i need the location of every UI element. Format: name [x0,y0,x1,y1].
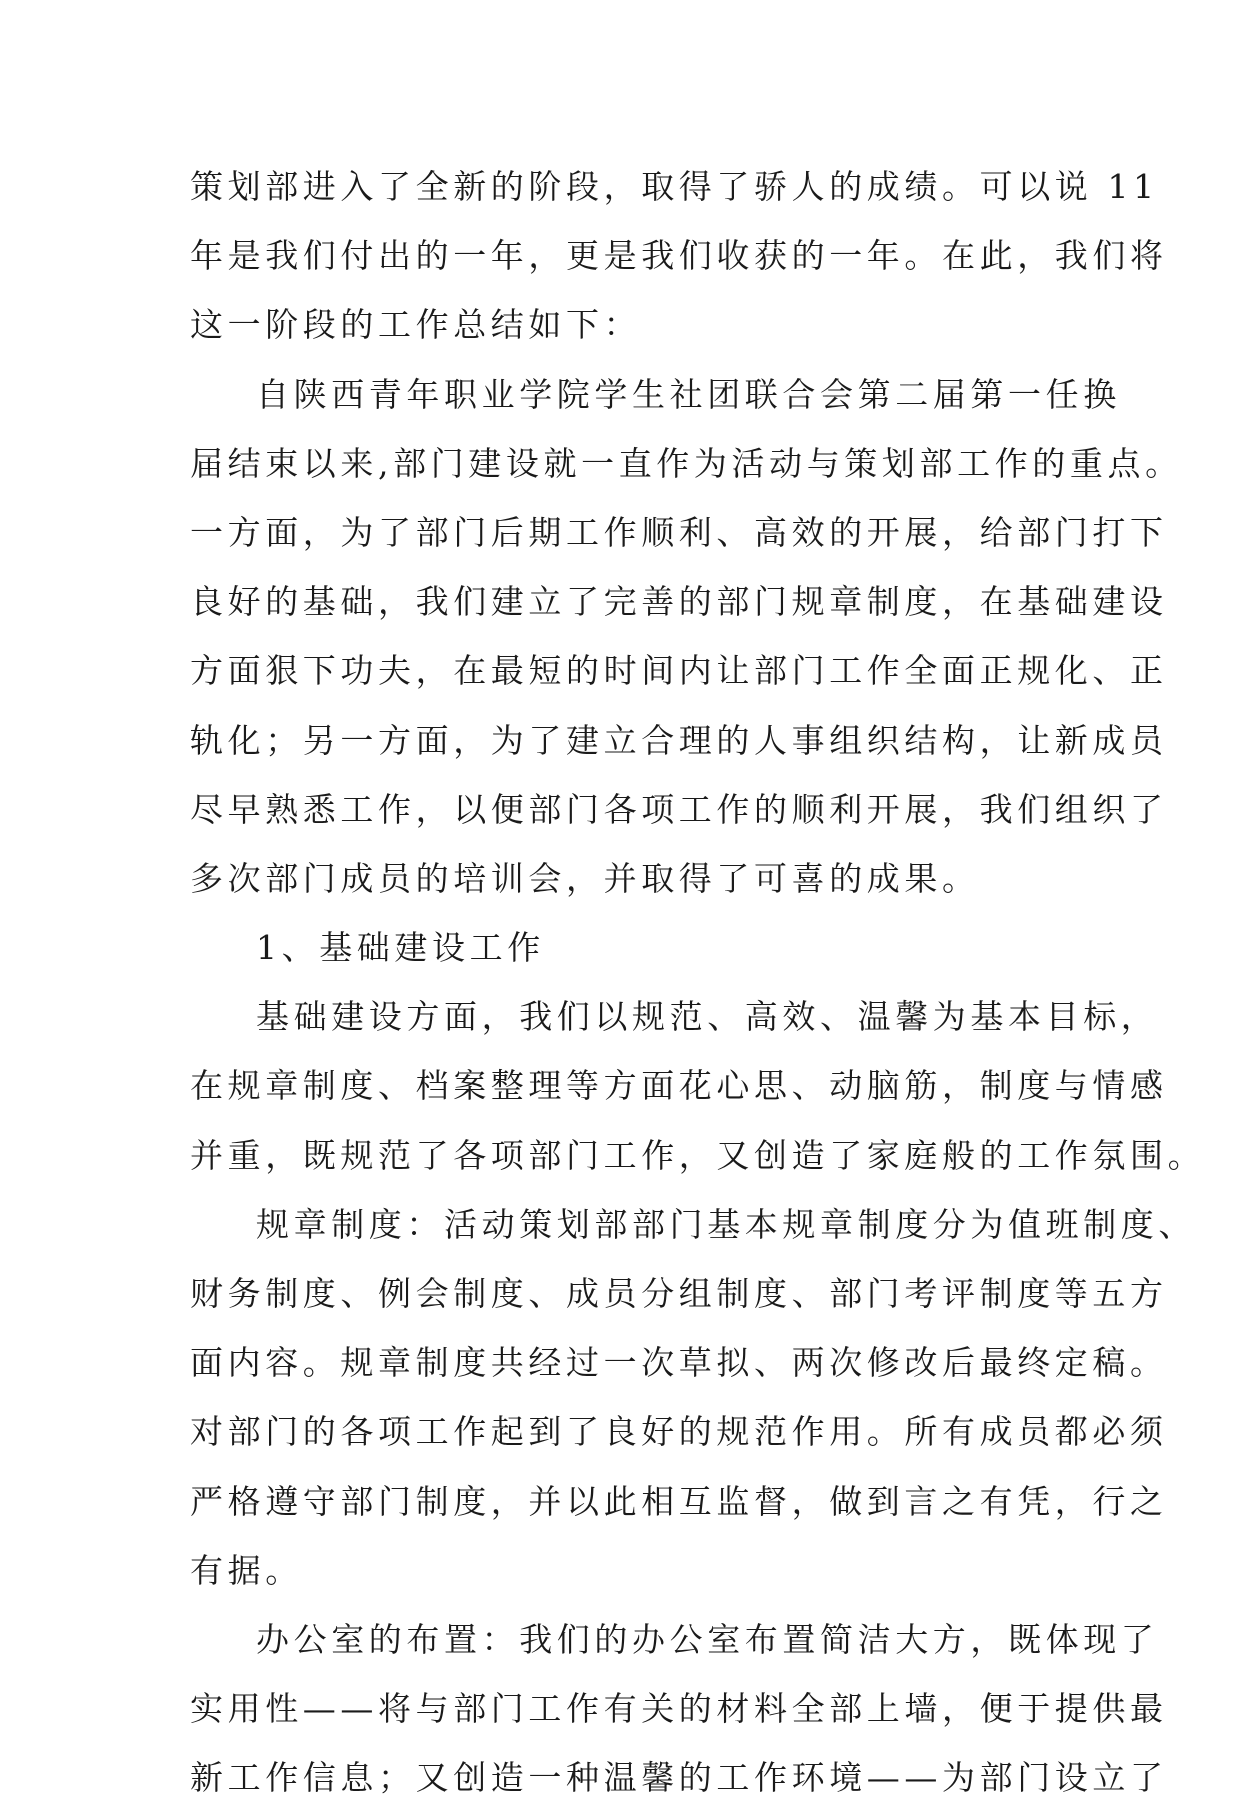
text-line: 年是我们付出的一年，更是我们收获的一年。在此，我们将 [190,236,1168,276]
section-heading: 1、基础建设工作 [256,928,545,968]
text-line: 实用性——将与部门工作有关的材料全部上墙，便于提供最 [190,1689,1168,1729]
text-line: 并重，既规范了各项部门工作，又创造了家庭般的工作氛围。 [190,1135,1206,1175]
text-line: 良好的基础，我们建立了完善的部门规章制度，在基础建设 [190,582,1168,622]
text-line: 轨化；另一方面，为了建立合理的人事组织结构，让新成员 [190,720,1168,760]
document-body [190,152,1206,1813]
paragraph-start-line: 办公室的布置：我们的办公室布置简洁大方，既体现了 [256,1619,1159,1659]
text-line: 新工作信息；又创造一种温馨的工作环境——为部门设立了 [190,1758,1168,1798]
text-line: 多次部门成员的培训会，并取得了可喜的成果。 [190,858,980,898]
text-line: 有据。 [190,1550,303,1590]
paragraph-start-line: 基础建设方面，我们以规范、高效、温馨为基本目标， [256,997,1159,1037]
text-line: 严格遵守部门制度，并以此相互监督，做到言之有凭，行之 [190,1481,1168,1521]
text-line: 届结束以来,部门建设就一直作为活动与策划部工作的重点。 [190,443,1183,483]
text-line: 这一阶段的工作总结如下： [190,305,642,345]
text-line: 在规章制度、档案整理等方面花心思、动脑筋，制度与情感 [190,1066,1168,1106]
text-line: 一方面，为了部门后期工作顺利、高效的开展，给部门打下 [190,512,1168,552]
text-line: 面内容。规章制度共经过一次草拟、两次修改后最终定稿。 [190,1343,1168,1383]
text-line: 方面狠下功夫，在最短的时间内让部门工作全面正规化、正 [190,651,1168,691]
paragraph-start-line: 自陕西青年职业学院学生社团联合会第二届第一任换 [256,374,1121,414]
text-line: 策划部进入了全新的阶段，取得了骄人的成绩。可以说 11 [190,167,1159,206]
text-line: 尽早熟悉工作，以便部门各项工作的顺利开展，我们组织了 [190,789,1168,829]
text-line: 财务制度、例会制度、成员分组制度、部门考评制度等五方 [190,1274,1168,1313]
text-line: 对部门的各项工作起到了良好的规范作用。所有成员都必须 [190,1412,1168,1452]
paragraph-start-line: 规章制度：活动策划部部门基本规章制度分为值班制度、 [256,1204,1196,1244]
